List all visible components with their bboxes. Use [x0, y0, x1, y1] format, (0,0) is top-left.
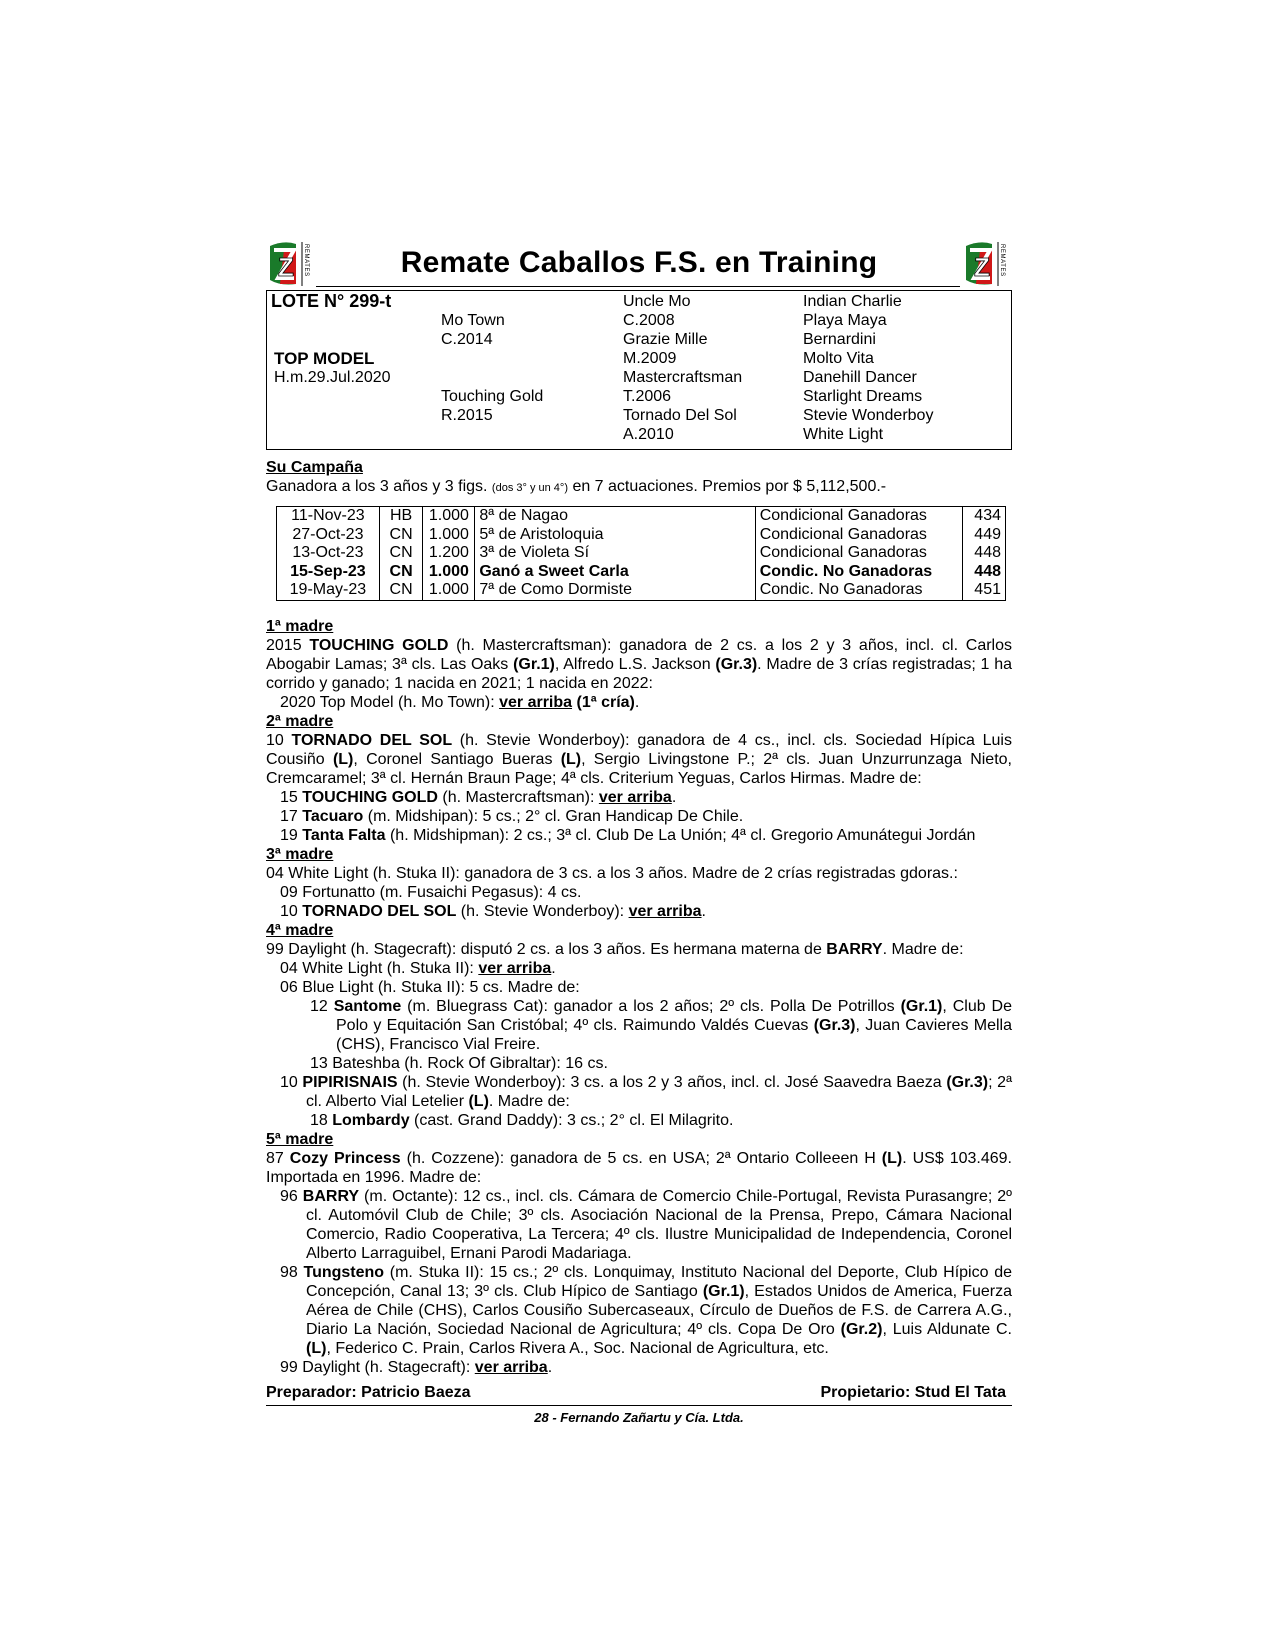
logo-side-text: REMATES	[999, 244, 1005, 277]
pedigree-col3-0: Uncle Mo	[623, 293, 691, 310]
footer-rule	[266, 1405, 1012, 1406]
lot-number: LOTE N° 299-t	[271, 291, 392, 311]
race-date: 11-Nov-23	[277, 507, 380, 526]
page-header	[266, 240, 1012, 290]
race-row	[277, 563, 1006, 582]
dam-1-text: 2015 TOUCHING GOLD (h. Mastercraftsman): ganadora de 2 cs. a los 2 y 3 años, incl. cl. Carlos Abogabir Lamas; 3ª cls. Las Oaks (Gr.1), Alfredo L.S. Jackson (Gr.3). Madre de 3 crías registradas; 1 ha corrido y ganado; 1 nacida en 2021; 1 nacida en 2022:	[266, 636, 1013, 692]
race-dist: 1.000	[423, 581, 475, 600]
race-track: CN	[379, 581, 423, 600]
race-row	[277, 507, 1006, 526]
page-number-line: 28 - Fernando Zañartu y Cía. Ltda.	[534, 1409, 744, 1425]
race-dist: 1.200	[423, 544, 475, 563]
dam-5-heading: 5ª madre	[266, 1130, 334, 1148]
dam-3-heading: 3ª madre	[266, 845, 334, 863]
dam-5-offspring-1: 96 BARRY (m. Octante): 12 cs., incl. cls. Cámara de Comercio Chile-Portugal, Revista Purasangre; 2º cl. Automóvil Club de Chile; 3º cls. Asociación Nacional de la Prensa, Prepo, Cámara Nacional Comercio, Radio Cooperativa, La Tercera; 4º cls. Ilustre Municipalidad de Independencia, Coronel Alberto Larraguibel, Ernani Parodi Madariaga.	[280, 1187, 1012, 1262]
dam-5-section	[266, 1130, 1012, 1377]
pedigree-col3-5: T.2006	[623, 388, 672, 405]
race-table	[276, 506, 1006, 601]
campaign-section	[266, 458, 1012, 601]
dam-3-offspring-1: 09 Fortunatto (m. Fusaichi Pegasus): 4 cs.	[280, 883, 582, 901]
race-row	[277, 581, 1006, 600]
page-title: Remate Caballos F.S. en Training	[400, 246, 878, 279]
dam-1-heading: 1ª madre	[266, 617, 334, 635]
race-result: 7ª de Como Dormiste	[475, 581, 755, 600]
race-date: 27-Oct-23	[277, 526, 380, 545]
horse-name: TOP MODEL	[274, 349, 375, 368]
owner: Propietario: Stud El Tata	[820, 1383, 1006, 1401]
dam-3-section	[266, 845, 1012, 921]
page-footer	[266, 1383, 1012, 1402]
race-weight: 434	[963, 507, 1006, 526]
dam-2-offspring-2: 17 Tacuaro (m. Midshipan): 5 cs.; 2° cl. Gran Handicap De Chile.	[280, 807, 744, 825]
logo-letter: Z	[278, 252, 294, 282]
race-cond: Condic. No Ganadoras	[755, 581, 963, 600]
dam-3-offspring-2: 10 TORNADO DEL SOL (h. Stevie Wonderboy): ver arriba.	[280, 902, 706, 920]
campaign-summary: Ganadora a los 3 años y 3 figs. (dos 3° y un 4°) en 7 actuaciones. Premios por $ 5,112,500.-	[266, 478, 887, 495]
race-result: Ganó a Sweet Carla	[475, 563, 755, 582]
pedigree-col3-3: M.2009	[623, 350, 677, 367]
dam-5-offspring-2: 98 Tungsteno (m. Stuka II): 15 cs.; 2º cls. Lonquimay, Instituto Nacional del Deporte, Club Hípico de Concepción, Canal 13; 3º cls. Club Hípico de Santiago (Gr.1), Estados Unidos de America, Fuerza Aérea de Chile (CHS), Carlos Cousiño Subercaseaux, Círculo de Dueños de F.S. de Carrera A.G., Diario La Nación, Sociedad Nacional de Agricultura; 4º cls. Copa De Oro (Gr.2), Luis Aldunate C. (L), Federico C. Prain, Carlos Rivera A., Soc. Nacional de Agricultura, etc.	[280, 1263, 1013, 1357]
dam-4-offspring-2: 06 Blue Light (h. Stuka II): 5 cs. Madre de:	[280, 978, 580, 996]
race-weight: 451	[963, 581, 1006, 600]
dam-4-offspring-1: 04 White Light (h. Stuka II): ver arriba.	[280, 959, 556, 977]
race-track: CN	[379, 526, 423, 545]
campaign-heading: Su Campaña	[266, 459, 363, 476]
dam-4-grand-offspring-1: 12 Santome (m. Bluegrass Cat): ganador a los 2 años; 2º cls. Polla De Potrillos (Gr.1), Club De Polo y Equitación San Cristóbal; 4º cls. Raimundo Valdés Cuevas (Gr.3), Juan Cavieres Mella (CHS), Francisco Vial Freire.	[310, 997, 1013, 1053]
race-track: CN	[379, 563, 423, 582]
race-weight: 448	[963, 544, 1006, 563]
dam-1-offspring-1: 2020 Top Model (h. Mo Town): ver arriba (1ª cría).	[280, 693, 640, 711]
race-cond: Condicional Ganadoras	[755, 507, 963, 526]
dam-3-text: 04 White Light (h. Stuka II): ganadora de 3 cs. a los 3 años. Madre de 2 crías registradas gdoras.:	[266, 864, 958, 882]
pedigree-sire: Mo Town	[441, 312, 505, 329]
zanartu-logo-left	[266, 240, 316, 288]
race-weight: 449	[963, 526, 1006, 545]
pedigree-col4-2: Bernardini	[803, 331, 876, 348]
dam-1-section	[266, 617, 1012, 712]
race-result: 3ª de Violeta Sí	[475, 544, 755, 563]
race-weight: 448	[963, 563, 1006, 582]
catalog-page	[266, 240, 1012, 1425]
dam-4-text: 99 Daylight (h. Stagecraft): disputó 2 cs. a los 3 años. Es hermana materna de BARRY. Madre de:	[266, 940, 964, 958]
dam-2-heading: 2ª madre	[266, 712, 334, 730]
race-dist: 1.000	[423, 526, 475, 545]
dam-4-grand-offspring-2: 13 Bateshba (h. Rock Of Gibraltar): 16 cs.	[310, 1054, 608, 1072]
dam-4-grand-offspring-3: 18 Lombardy (cast. Grand Daddy): 3 cs.; 2° cl. El Milagrito.	[310, 1111, 734, 1129]
pedigree-box	[266, 290, 1012, 450]
dam-5-text: 87 Cozy Princess (h. Cozzene): ganadora de 5 cs. en USA; 2ª Ontario Colleeen H (L). US$ 103.469. Importada en 1996. Madre de:	[266, 1149, 1012, 1186]
zanartu-logo-right	[962, 240, 1012, 288]
title-rule	[316, 286, 960, 287]
race-row	[277, 526, 1006, 545]
dam-2-text: 10 TORNADO DEL SOL (h. Stevie Wonderboy): ganadora de 4 cs., incl. cls. Sociedad Hípica Luis Cousiño (L), Coronel Santiago Bueras (L), Sergio Livingstone P.; 2ª cls. Juan Unzurrunzaga Nieto, Cremcaramel; 3ª cl. Hernán Braun Page; 4ª cls. Criterium Yeguas, Carlos Hirmas. Madre de:	[266, 731, 1012, 787]
pedigree-col4-6: Stevie Wonderboy	[803, 407, 934, 424]
race-cond: Condic. No Ganadoras	[755, 563, 963, 582]
race-date: 19-May-23	[277, 581, 380, 600]
race-dist: 1.000	[423, 563, 475, 582]
pedigree-col4-7: White Light	[803, 426, 884, 443]
pedigree-dam-info: R.2015	[441, 407, 493, 424]
race-dist: 1.000	[423, 507, 475, 526]
trainer: Preparador: Patricio Baeza	[266, 1383, 471, 1401]
horse-info: H.m.29.Jul.2020	[274, 369, 391, 386]
logo-letter: Z	[974, 252, 990, 282]
dam-4-section	[266, 921, 1012, 1130]
dam-4-offspring-3: 10 PIPIRISNAIS (h. Stevie Wonderboy): 3 cs. a los 2 y 3 años, incl. cl. José Saavedra Baeza (Gr.3); 2ª cl. Alberto Vial Letelier (L). Madre de:	[280, 1073, 1012, 1110]
pedigree-col4-1: Playa Maya	[803, 312, 887, 329]
dam-2-section	[266, 712, 1012, 845]
pedigree-col3-4: Mastercraftsman	[623, 369, 743, 386]
race-cond: Condicional Ganadoras	[755, 544, 963, 563]
pedigree-col4-4: Danehill Dancer	[803, 369, 917, 386]
pedigree-col4-0: Indian Charlie	[803, 293, 902, 310]
race-cond: Condicional Ganadoras	[755, 526, 963, 545]
dam-5-offspring-3: 99 Daylight (h. Stagecraft): ver arriba.	[280, 1358, 553, 1376]
race-result: 5ª de Aristoloquia	[475, 526, 755, 545]
pedigree-col3-2: Grazie Mille	[623, 331, 708, 348]
race-track: HB	[379, 507, 423, 526]
pedigree-col3-1: C.2008	[623, 312, 675, 329]
race-date: 15-Sep-23	[277, 563, 380, 582]
race-result: 8ª de Nagao	[475, 507, 755, 526]
race-row	[277, 544, 1006, 563]
race-track: CN	[379, 544, 423, 563]
dam-2-offspring-3: 19 Tanta Falta (h. Midshipman): 2 cs.; 3ª cl. Club De La Unión; 4ª cl. Gregorio Amunátegui Jordán	[280, 826, 976, 844]
logo-side-text: REMATES	[303, 244, 309, 277]
pedigree-sire-info: C.2014	[441, 331, 493, 348]
pedigree-col4-5: Starlight Dreams	[803, 388, 923, 405]
race-date: 13-Oct-23	[277, 544, 380, 563]
pedigree-col3-6: Tornado Del Sol	[623, 407, 737, 424]
pedigree-col4-3: Molto Vita	[803, 350, 874, 367]
dam-4-heading: 4ª madre	[266, 921, 334, 939]
dam-2-offspring-1: 15 TOUCHING GOLD (h. Mastercraftsman): ver arriba.	[280, 788, 677, 806]
pedigree-dam: Touching Gold	[441, 388, 544, 405]
pedigree-col3-7: A.2010	[623, 426, 674, 443]
